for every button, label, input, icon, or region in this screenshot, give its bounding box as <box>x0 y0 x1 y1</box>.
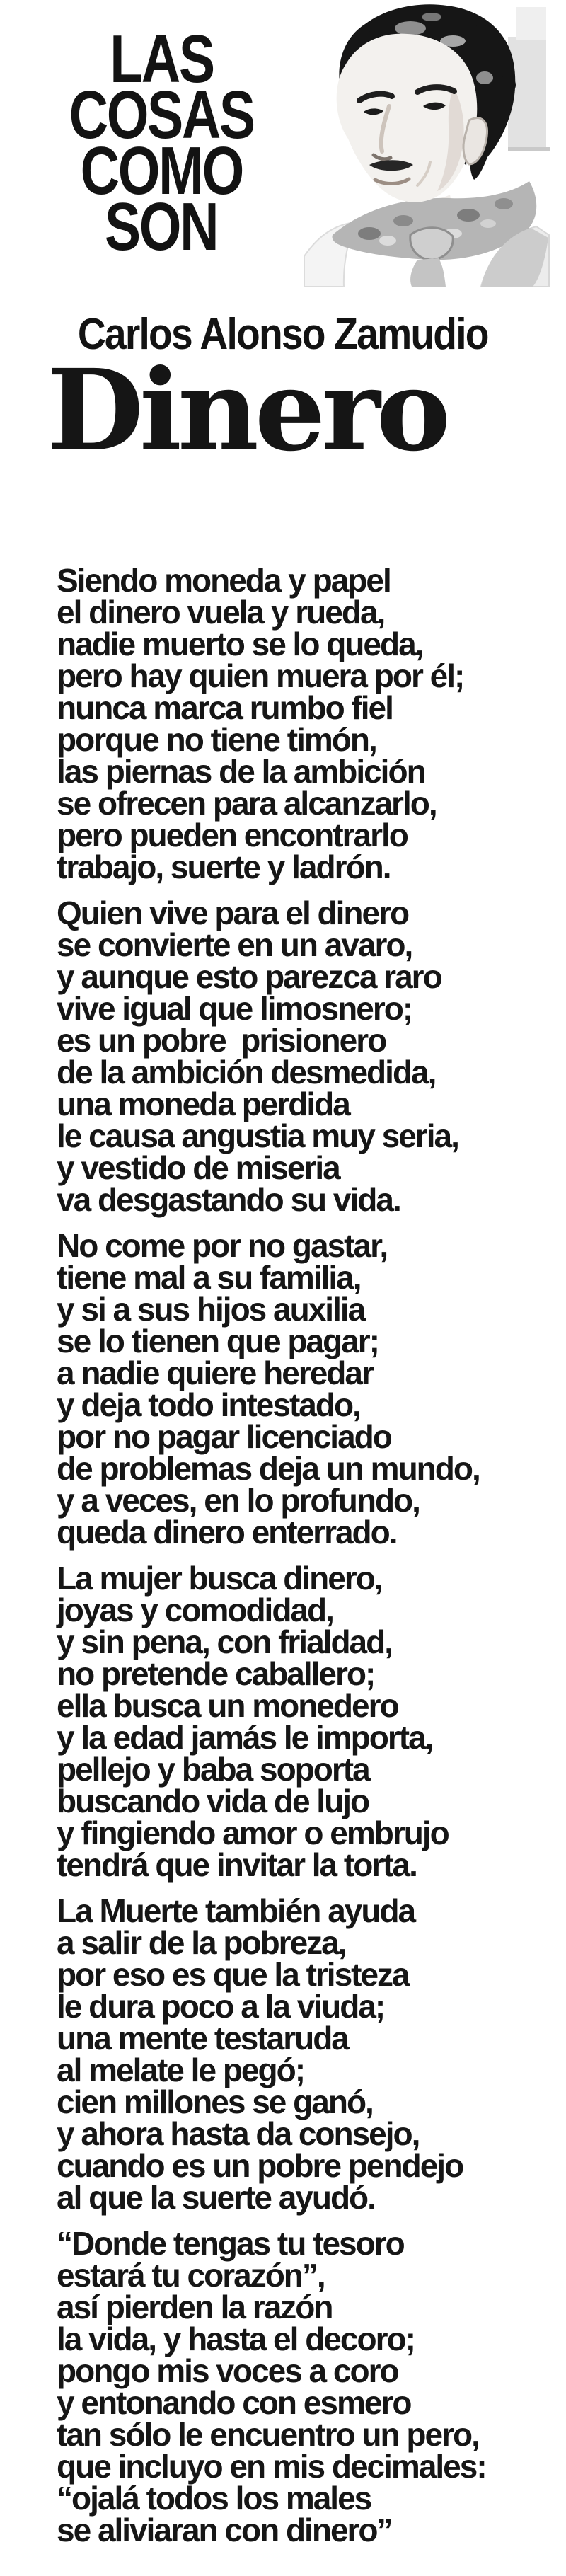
logo-line-3: COMO <box>80 133 243 209</box>
poem-line: buscando vida de lujo <box>57 1783 369 1819</box>
poem-line: Siendo moneda y papel <box>57 562 391 599</box>
poem-line: porque no tiene timón, <box>57 721 376 758</box>
poem-line: y sin pena, con frialdad, <box>57 1623 393 1660</box>
poem-line: y si a sus hijos auxilia <box>57 1291 365 1328</box>
poem-line: las piernas de la ambición <box>57 753 425 790</box>
poem-line: vive igual que limosnero; <box>57 990 412 1027</box>
poem-line: tendrá que invitar la torta. <box>57 1846 417 1883</box>
poem-line: y entonando con esmero <box>57 2384 411 2421</box>
poem <box>57 562 545 2560</box>
poem-line: tiene mal a su familia, <box>57 1259 361 1296</box>
logo-line-4: SON <box>105 189 218 265</box>
poem-line: de problemas deja un mundo, <box>57 1450 480 1487</box>
poem-line: y deja todo intestado, <box>57 1386 360 1423</box>
poem-line: pellejo y baba soporta <box>57 1751 369 1788</box>
poem-line: cien millones se ganó, <box>57 2083 373 2120</box>
poem-line: se convierte en un avaro, <box>57 926 412 963</box>
poem-line: una mente testaruda <box>57 2020 348 2057</box>
poem-stanza <box>57 1227 545 1551</box>
logo-line-1: LAS <box>109 21 214 97</box>
poem-line: y a veces, en lo profundo, <box>57 1482 420 1519</box>
poem-line: No come por no gastar, <box>57 1227 388 1264</box>
poem-line: y vestido de miseria <box>57 1149 340 1186</box>
poem-line: al que la suerte ayudó. <box>57 2179 375 2216</box>
poem-line: pero pueden encontrarlo <box>57 817 408 853</box>
poem-line: pongo mis voces a coro <box>57 2352 398 2389</box>
author-portrait-photo <box>304 0 559 287</box>
poem-line: por no pagar licenciado <box>57 1418 391 1455</box>
poem-line: a nadie quiere heredar <box>57 1355 373 1391</box>
byline-text: Carlos Alonso Zamudio <box>78 310 488 359</box>
poem-line: y aunque esto parezca raro <box>57 958 441 995</box>
poem-stanza <box>57 1892 545 2216</box>
poem-line: le causa angustia muy seria, <box>57 1117 458 1154</box>
poem-line: tan sólo le encuentro un pero, <box>57 2416 479 2453</box>
poem-line: y la edad jamás le importa, <box>57 1719 433 1756</box>
poem-line: trabajo, suerte y ladrón. <box>57 849 391 885</box>
poem-line: no pretende caballero; <box>57 1655 375 1692</box>
poem-line: y fingiendo amor o embrujo <box>57 1815 449 1851</box>
poem-line: queda dinero enterrado. <box>57 1514 397 1551</box>
poem-line: cuando es un pobre pendejo <box>57 2147 463 2184</box>
poem-stanza <box>57 2225 545 2548</box>
poem-line: nunca marca rumbo fiel <box>57 689 393 726</box>
poem-line: al melate le pegó; <box>57 2052 305 2088</box>
logo-line-2: COSAS <box>69 77 254 153</box>
poem-line: se lo tienen que pagar; <box>57 1323 379 1359</box>
poem-line: es un pobre prisionero <box>57 1022 386 1059</box>
poem-line: pero hay quien muera por él; <box>57 657 464 694</box>
logo-row <box>0 189 323 265</box>
poem-stanza <box>57 897 545 1216</box>
poem-line: se aliviaran con dinero” <box>57 2512 392 2548</box>
poem-line: de la ambición desmedida, <box>57 1054 436 1091</box>
poem-line: la vida, y hasta el decoro; <box>57 2321 415 2357</box>
poem-line: el dinero vuela y rueda, <box>57 594 385 631</box>
poem-line: así pierden la razón <box>57 2289 333 2325</box>
column-logo <box>0 21 323 265</box>
poem-line: estará tu corazón”, <box>57 2257 325 2294</box>
poem-line: “ojalá todos los males <box>57 2480 371 2517</box>
poem-line: una moneda perdida <box>57 1086 350 1122</box>
poem-line: le dura poco a la viuda; <box>57 1988 385 2025</box>
poem-line: que incluyo en mis decimales: <box>57 2448 486 2485</box>
poem-stanza <box>57 1560 545 1883</box>
poem-line: La Muerte también ayuda <box>57 1892 415 1929</box>
article-title: Dinero <box>47 345 447 476</box>
poem-line: se ofrecen para alcanzarlo, <box>57 785 437 822</box>
poem-line: ella busca un monedero <box>57 1687 398 1724</box>
poem-stanza <box>57 562 545 885</box>
poem-line: y ahora hasta da consejo, <box>57 2115 420 2152</box>
poem-line: va desgastando su vida. <box>57 1181 400 1218</box>
poem-line: “Donde tengas tu tesoro <box>57 2225 404 2262</box>
poem-line: Quien vive para el dinero <box>57 895 409 931</box>
poem-line: nadie muerto se lo queda, <box>57 626 423 662</box>
poem-line: joyas y comodidad, <box>57 1592 333 1628</box>
poem-line: por eso es que la tristeza <box>57 1956 409 1993</box>
poem-line: a salir de la pobreza, <box>57 1924 346 1961</box>
poem-line: La mujer busca dinero, <box>57 1560 382 1597</box>
